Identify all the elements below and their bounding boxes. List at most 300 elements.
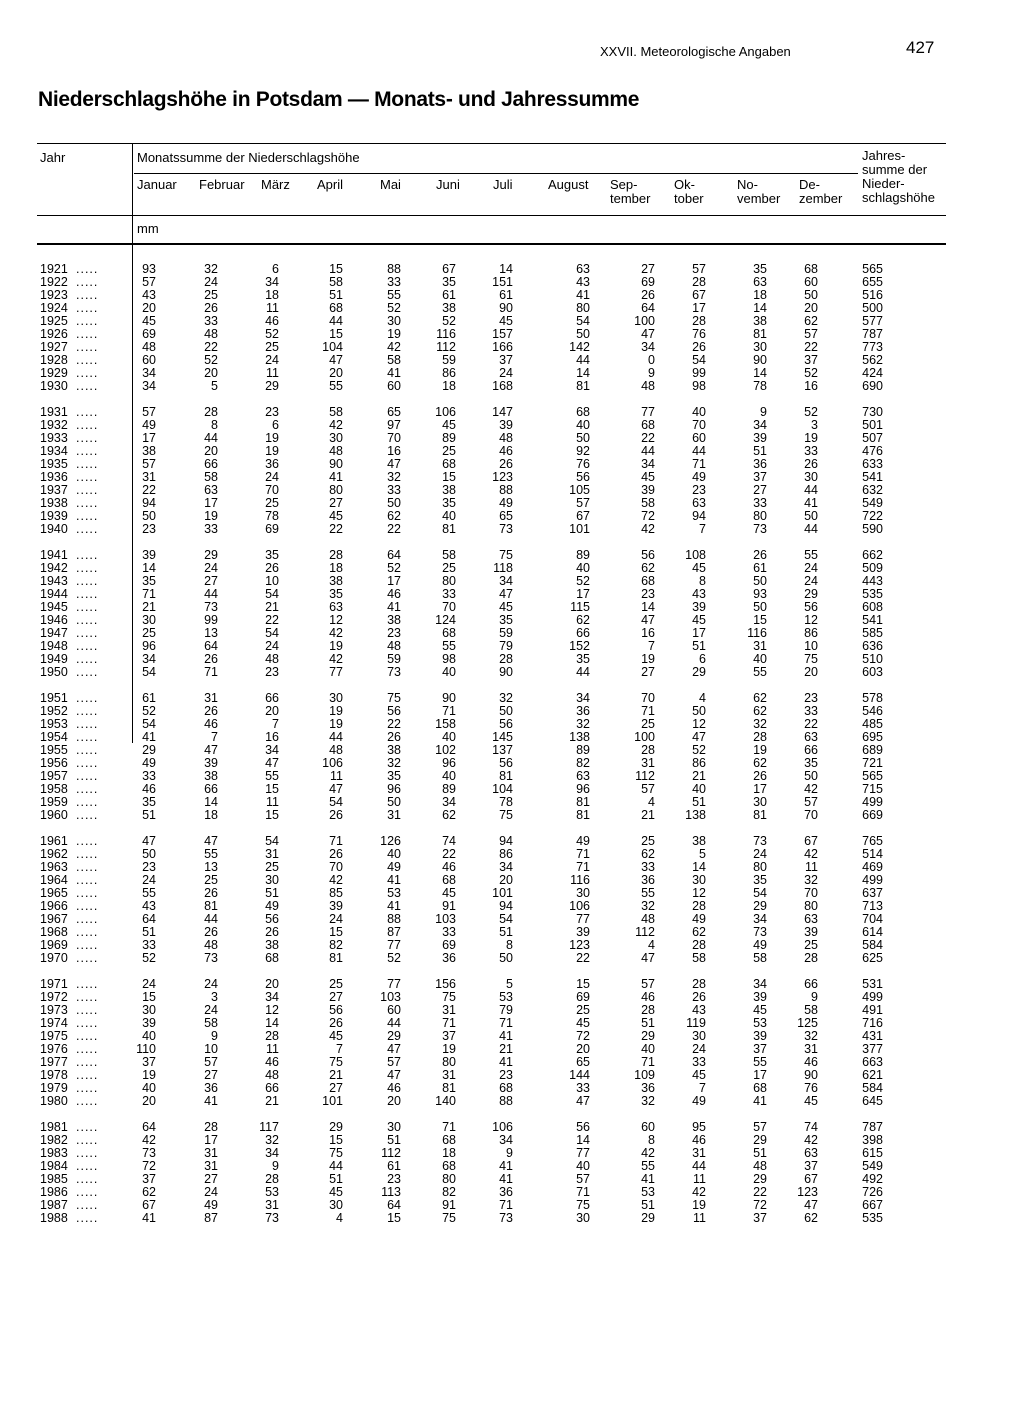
cell-month-value: 25: [641, 717, 655, 731]
cell-month-value: 112: [635, 925, 655, 939]
cell-month-value: 41: [641, 1172, 655, 1186]
cell-month-value: 42: [329, 626, 343, 640]
cell-annual-total: 510: [862, 652, 883, 666]
cell-month-value: 26: [329, 1016, 343, 1030]
cell-month-value: 44: [329, 1159, 343, 1173]
cell-month-value: 90: [499, 665, 513, 679]
cell-month-value: 73: [204, 600, 218, 614]
row-year: 1984: [40, 1159, 68, 1173]
cell-month-value: 102: [435, 743, 456, 757]
cell-month-value: 28: [804, 951, 818, 965]
row-leader-dots: .....: [76, 808, 99, 822]
cell-month-value: 25: [442, 444, 456, 458]
cell-month-value: 14: [692, 860, 706, 874]
cell-month-value: 23: [692, 483, 706, 497]
cell-month-value: 53: [753, 1016, 767, 1030]
cell-month-value: 63: [329, 600, 343, 614]
cell-month-value: 47: [499, 587, 513, 601]
cell-month-value: 71: [142, 587, 156, 601]
cell-annual-total: 716: [862, 1016, 883, 1030]
row-leader-dots: .....: [76, 301, 99, 315]
cell-month-value: 10: [804, 639, 818, 653]
cell-month-value: 78: [265, 509, 279, 523]
cell-month-value: 77: [387, 938, 401, 952]
cell-month-value: 30: [387, 314, 401, 328]
cell-month-value: 25: [265, 340, 279, 354]
cell-month-value: 19: [329, 639, 343, 653]
cell-month-value: 17: [387, 574, 401, 588]
cell-month-value: 64: [142, 1120, 156, 1134]
cell-month-value: 44: [804, 483, 818, 497]
row-year: 1924: [40, 301, 68, 315]
cell-month-value: 39: [142, 548, 156, 562]
row-leader-dots: .....: [76, 275, 99, 289]
cell-annual-total: 615: [862, 1146, 883, 1160]
cell-month-value: 70: [804, 886, 818, 900]
cell-month-value: 30: [804, 470, 818, 484]
cell-month-value: 100: [634, 314, 655, 328]
cell-month-value: 71: [641, 1055, 655, 1069]
row-year: 1938: [40, 496, 68, 510]
cell-annual-total: 531: [862, 977, 883, 991]
cell-month-value: 33: [204, 522, 218, 536]
cell-month-value: 110: [136, 1042, 156, 1056]
row-year: 1972: [40, 990, 68, 1004]
cell-annual-total: 632: [862, 483, 883, 497]
cell-month-value: 25: [142, 626, 156, 640]
cell-month-value: 4: [699, 691, 706, 705]
cell-month-value: 58: [641, 496, 655, 510]
cell-month-value: 60: [142, 353, 156, 367]
cell-month-value: 66: [204, 782, 218, 796]
cell-month-value: 55: [641, 1159, 655, 1173]
cell-month-value: 99: [204, 613, 218, 627]
cell-month-value: 126: [380, 834, 401, 848]
cell-month-value: 55: [329, 379, 343, 393]
header-annual: Jahres- summe der Nieder- schlagshöhe: [862, 148, 935, 205]
cell-month-value: 64: [641, 301, 655, 315]
cell-annual-total: 565: [862, 262, 883, 276]
cell-month-value: 17: [753, 1068, 767, 1082]
cell-month-value: 50: [753, 600, 767, 614]
cell-annual-total: 501: [862, 418, 883, 432]
cell-month-value: 28: [692, 899, 706, 913]
cell-month-value: 62: [641, 847, 655, 861]
cell-month-value: 67: [142, 1198, 156, 1212]
cell-month-value: 54: [142, 665, 156, 679]
cell-month-value: 25: [204, 873, 218, 887]
cell-month-value: 48: [329, 444, 343, 458]
cell-month-value: 29: [142, 743, 156, 757]
cell-month-value: 101: [569, 522, 590, 536]
cell-month-value: 31: [204, 691, 218, 705]
cell-month-value: 22: [387, 522, 401, 536]
cell-month-value: 18: [442, 1146, 456, 1160]
cell-month-value: 50: [692, 704, 706, 718]
cell-month-value: 12: [265, 1003, 279, 1017]
cell-month-value: 89: [442, 431, 456, 445]
cell-month-value: 123: [797, 1185, 818, 1199]
cell-month-value: 20: [142, 301, 156, 315]
cell-month-value: 27: [329, 1081, 343, 1095]
cell-month-value: 27: [641, 262, 655, 276]
header-month: Mai: [380, 177, 401, 192]
cell-annual-total: 546: [862, 704, 883, 718]
cell-month-value: 12: [329, 613, 343, 627]
cell-month-value: 81: [442, 522, 456, 536]
cell-month-value: 106: [322, 756, 343, 770]
cell-month-value: 47: [641, 327, 655, 341]
cell-month-value: 71: [442, 1016, 456, 1030]
cell-annual-total: 636: [862, 639, 883, 653]
cell-month-value: 36: [442, 951, 456, 965]
cell-month-value: 103: [435, 912, 456, 926]
cell-month-value: 57: [576, 1172, 590, 1186]
cell-month-value: 19: [329, 717, 343, 731]
table-row: [0, 666, 1024, 679]
cell-month-value: 47: [641, 951, 655, 965]
cell-month-value: 20: [499, 873, 513, 887]
row-year: 1965: [40, 886, 68, 900]
row-year: 1982: [40, 1133, 68, 1147]
cell-month-value: 30: [142, 1003, 156, 1017]
cell-month-value: 32: [804, 1029, 818, 1043]
cell-month-value: 68: [576, 405, 590, 419]
cell-month-value: 77: [329, 665, 343, 679]
row-year: 1970: [40, 951, 68, 965]
cell-month-value: 29: [753, 899, 767, 913]
cell-month-value: 35: [576, 652, 590, 666]
cell-month-value: 52: [204, 353, 218, 367]
cell-month-value: 42: [329, 652, 343, 666]
cell-month-value: 81: [442, 1081, 456, 1095]
cell-month-value: 47: [576, 1094, 590, 1108]
cell-month-value: 52: [804, 366, 818, 380]
cell-month-value: 32: [804, 873, 818, 887]
cell-annual-total: 713: [862, 899, 883, 913]
cell-month-value: 33: [692, 1055, 706, 1069]
cell-month-value: 48: [265, 1068, 279, 1082]
cell-month-value: 86: [804, 626, 818, 640]
cell-month-value: 23: [387, 1172, 401, 1186]
cell-month-value: 70: [804, 808, 818, 822]
row-leader-dots: .....: [76, 873, 99, 887]
cell-month-value: 31: [804, 1042, 818, 1056]
cell-month-value: 22: [265, 613, 279, 627]
cell-month-value: 30: [265, 873, 279, 887]
cell-month-value: 35: [142, 574, 156, 588]
cell-month-value: 71: [641, 704, 655, 718]
cell-month-value: 10: [265, 574, 279, 588]
cell-month-value: 124: [435, 613, 456, 627]
cell-month-value: 19: [204, 509, 218, 523]
cell-month-value: 46: [499, 444, 513, 458]
cell-month-value: 96: [442, 756, 456, 770]
cell-month-value: 34: [753, 418, 767, 432]
cell-month-value: 46: [804, 1055, 818, 1069]
cell-annual-total: 645: [862, 1094, 883, 1108]
cell-month-value: 22: [804, 340, 818, 354]
cell-month-value: 61: [499, 288, 513, 302]
cell-month-value: 30: [692, 873, 706, 887]
cell-month-value: 44: [692, 1159, 706, 1173]
cell-month-value: 4: [648, 938, 655, 952]
cell-month-value: 52: [576, 574, 590, 588]
cell-month-value: 51: [329, 288, 343, 302]
cell-month-value: 19: [142, 1068, 156, 1082]
cell-month-value: 34: [265, 990, 279, 1004]
row-year: 1929: [40, 366, 68, 380]
cell-annual-total: 721: [862, 756, 883, 770]
cell-month-value: 11: [693, 1172, 706, 1186]
cell-month-value: 75: [499, 808, 513, 822]
cell-month-value: 23: [265, 665, 279, 679]
cell-month-value: 71: [576, 847, 590, 861]
cell-month-value: 11: [266, 795, 279, 809]
header-unit: mm: [137, 221, 159, 236]
cell-annual-total: 669: [862, 808, 883, 822]
cell-annual-total: 377: [862, 1042, 883, 1056]
cell-month-value: 24: [753, 847, 767, 861]
cell-month-value: 51: [329, 1172, 343, 1186]
cell-month-value: 47: [204, 834, 218, 848]
cell-month-value: 77: [387, 977, 401, 991]
cell-month-value: 26: [329, 847, 343, 861]
cell-annual-total: 509: [862, 561, 883, 575]
row-year: 1944: [40, 587, 68, 601]
cell-annual-total: 443: [862, 574, 883, 588]
cell-month-value: 7: [272, 717, 279, 731]
cell-month-value: 52: [804, 405, 818, 419]
cell-month-value: 77: [576, 912, 590, 926]
cell-month-value: 54: [329, 795, 343, 809]
cell-month-value: 46: [442, 860, 456, 874]
cell-month-value: 24: [329, 912, 343, 926]
cell-month-value: 63: [692, 496, 706, 510]
cell-annual-total: 584: [862, 1081, 883, 1095]
cell-month-value: 54: [142, 717, 156, 731]
cell-month-value: 79: [499, 1003, 513, 1017]
cell-month-value: 71: [576, 1185, 590, 1199]
cell-annual-total: 507: [862, 431, 883, 445]
cell-month-value: 35: [804, 756, 818, 770]
cell-month-value: 15: [753, 613, 767, 627]
cell-month-value: 77: [641, 405, 655, 419]
cell-month-value: 96: [576, 782, 590, 796]
cell-month-value: 58: [804, 1003, 818, 1017]
cell-month-value: 49: [576, 834, 590, 848]
cell-month-value: 65: [387, 405, 401, 419]
cell-month-value: 45: [499, 314, 513, 328]
cell-month-value: 44: [204, 431, 218, 445]
cell-month-value: 26: [204, 925, 218, 939]
cell-month-value: 24: [804, 561, 818, 575]
cell-month-value: 25: [265, 860, 279, 874]
cell-month-value: 94: [499, 834, 513, 848]
cell-month-value: 50: [387, 496, 401, 510]
row-leader-dots: .....: [76, 470, 99, 484]
row-leader-dots: .....: [76, 1159, 99, 1173]
cell-annual-total: 625: [862, 951, 883, 965]
cell-month-value: 55: [142, 886, 156, 900]
cell-annual-total: 541: [862, 470, 883, 484]
cell-month-value: 53: [265, 1185, 279, 1199]
cell-month-value: 74: [442, 834, 456, 848]
cell-month-value: 72: [576, 1029, 590, 1043]
cell-month-value: 70: [641, 691, 655, 705]
cell-month-value: 46: [387, 1081, 401, 1095]
cell-month-value: 96: [142, 639, 156, 653]
cell-month-value: 47: [265, 756, 279, 770]
row-leader-dots: .....: [76, 912, 99, 926]
cell-month-value: 104: [492, 782, 513, 796]
cell-month-value: 13: [204, 860, 218, 874]
cell-month-value: 21: [265, 600, 279, 614]
row-leader-dots: .....: [76, 431, 99, 445]
cell-annual-total: 773: [862, 340, 883, 354]
cell-annual-total: 516: [862, 288, 883, 302]
row-leader-dots: .....: [76, 990, 99, 1004]
cell-month-value: 30: [692, 1029, 706, 1043]
cell-month-value: 54: [265, 587, 279, 601]
cell-month-value: 73: [753, 522, 767, 536]
cell-month-value: 9: [811, 990, 818, 1004]
row-year: 1936: [40, 470, 68, 484]
cell-month-value: 39: [142, 1016, 156, 1030]
cell-month-value: 33: [442, 925, 456, 939]
cell-month-value: 70: [692, 418, 706, 432]
cell-month-value: 40: [692, 405, 706, 419]
cell-month-value: 62: [753, 756, 767, 770]
cell-month-value: 81: [204, 899, 218, 913]
cell-month-value: 20: [804, 665, 818, 679]
table-row: [0, 1095, 1024, 1108]
cell-month-value: 41: [142, 1211, 156, 1225]
cell-month-value: 98: [442, 652, 456, 666]
cell-month-value: 59: [442, 353, 456, 367]
cell-month-value: 55: [641, 886, 655, 900]
cell-month-value: 33: [142, 769, 156, 783]
cell-month-value: 6: [699, 652, 706, 666]
cell-month-value: 34: [499, 1133, 513, 1147]
cell-month-value: 72: [641, 509, 655, 523]
cell-month-value: 88: [387, 912, 401, 926]
cell-month-value: 61: [442, 288, 456, 302]
cell-month-value: 12: [692, 886, 706, 900]
cell-month-value: 40: [641, 1042, 655, 1056]
cell-month-value: 49: [142, 756, 156, 770]
cell-month-value: 62: [804, 314, 818, 328]
cell-month-value: 26: [804, 457, 818, 471]
cell-month-value: 48: [499, 431, 513, 445]
cell-month-value: 80: [804, 899, 818, 913]
cell-month-value: 116: [747, 626, 767, 640]
cell-month-value: 109: [634, 1068, 655, 1082]
header-month: April: [317, 177, 344, 192]
cell-month-value: 35: [753, 262, 767, 276]
cell-month-value: 86: [442, 366, 456, 380]
row-year: 1981: [40, 1120, 68, 1134]
row-year: 1934: [40, 444, 68, 458]
row-leader-dots: .....: [76, 769, 99, 783]
cell-month-value: 41: [204, 1094, 218, 1108]
row-year: 1935: [40, 457, 68, 471]
cell-annual-total: 695: [862, 730, 883, 744]
cell-month-value: 47: [387, 457, 401, 471]
row-leader-dots: .....: [76, 418, 99, 432]
cell-month-value: 40: [576, 1159, 590, 1173]
cell-month-value: 80: [442, 1172, 456, 1186]
row-leader-dots: .....: [76, 860, 99, 874]
cell-month-value: 65: [576, 1055, 590, 1069]
cell-month-value: 29: [753, 1172, 767, 1186]
cell-month-value: 32: [753, 717, 767, 731]
cell-month-value: 71: [499, 1198, 513, 1212]
cell-month-value: 9: [506, 1146, 513, 1160]
cell-month-value: 62: [142, 1185, 156, 1199]
cell-month-value: 66: [204, 457, 218, 471]
cell-month-value: 58: [329, 275, 343, 289]
row-year: 1949: [40, 652, 68, 666]
cell-month-value: 19: [753, 743, 767, 757]
cell-month-value: 58: [753, 951, 767, 965]
cell-month-value: 9: [648, 366, 655, 380]
row-leader-dots: .....: [76, 340, 99, 354]
cell-annual-total: 492: [862, 1172, 883, 1186]
cell-annual-total: 603: [862, 665, 883, 679]
row-leader-dots: .....: [76, 756, 99, 770]
cell-month-value: 56: [641, 548, 655, 562]
cell-month-value: 24: [204, 1003, 218, 1017]
row-leader-dots: .....: [76, 548, 99, 562]
page-title: Niederschlagshöhe in Potsdam — Monats- und Jahressumme: [38, 88, 640, 111]
cell-month-value: 51: [499, 925, 513, 939]
cell-month-value: 34: [142, 366, 156, 380]
cell-month-value: 81: [499, 769, 513, 783]
cell-month-value: 27: [204, 1068, 218, 1082]
cell-month-value: 68: [499, 1081, 513, 1095]
cell-month-value: 32: [387, 756, 401, 770]
cell-month-value: 23: [641, 587, 655, 601]
cell-month-value: 42: [804, 782, 818, 796]
cell-month-value: 43: [692, 587, 706, 601]
header-month: No- vember: [737, 177, 781, 206]
row-year: 1952: [40, 704, 68, 718]
cell-annual-total: 514: [862, 847, 883, 861]
cell-annual-total: 499: [862, 873, 883, 887]
cell-month-value: 29: [641, 1029, 655, 1043]
row-leader-dots: .....: [76, 1094, 99, 1108]
cell-annual-total: 621: [862, 1068, 883, 1082]
row-year: 1975: [40, 1029, 68, 1043]
cell-month-value: 33: [804, 444, 818, 458]
cell-month-value: 15: [329, 262, 343, 276]
cell-month-value: 39: [576, 925, 590, 939]
cell-month-value: 22: [641, 431, 655, 445]
row-year: 1947: [40, 626, 68, 640]
cell-month-value: 69: [641, 275, 655, 289]
cell-month-value: 37: [753, 470, 767, 484]
row-leader-dots: .....: [76, 405, 99, 419]
cell-month-value: 29: [804, 587, 818, 601]
row-leader-dots: .....: [76, 1120, 99, 1134]
cell-month-value: 20: [387, 1094, 401, 1108]
cell-month-value: 54: [265, 834, 279, 848]
cell-month-value: 46: [142, 782, 156, 796]
cell-month-value: 45: [329, 509, 343, 523]
cell-month-value: 31: [142, 470, 156, 484]
cell-month-value: 4: [336, 1211, 343, 1225]
